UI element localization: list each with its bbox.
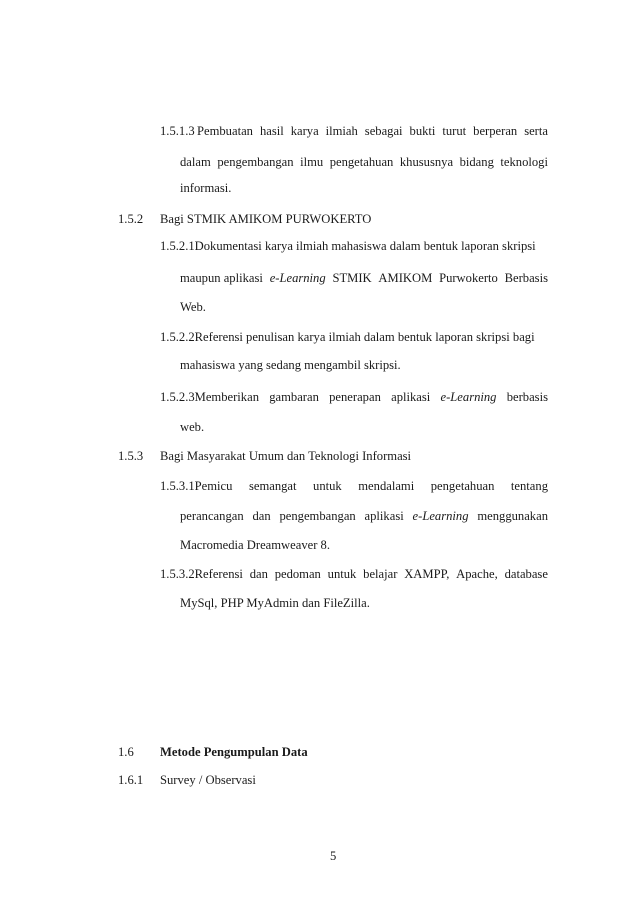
item-1-5-2-3-line1: 1.5.2.3 Memberikan gambaran penerapan aplikasi e-Learning berbasis [160,390,548,404]
item-number: 1.5.2.2 [160,330,195,344]
section-1-6-number: 1.6 [118,745,134,759]
item-number: 1.5.1.3 [160,124,195,138]
item-1-5-3-1-line3: Macromedia Dreamweaver 8. [180,538,330,552]
item-1-5-2-2-line2: mahasiswa yang sedang mengambil skripsi. [180,358,401,372]
item-number: 1.5.2.1 [160,239,195,253]
item-1-5-2-1-line3: Web. [180,300,206,314]
item-number: 1.5.2.3 Memberikan [160,390,259,404]
item-1-5-3-2-line1: 1.5.3.2 Referensi dan pedoman untuk belajar XAMPP, Apache, database [160,567,548,581]
item-1-5-1-3-line1: 1.5.1.3 Pembuatan hasil karya ilmiah sebagai bukti turut berperan serta [160,124,548,138]
item-1-5-2-3-line2: web. [180,420,205,434]
item-number: 1.5.3.1 [160,479,195,493]
item-1-5-1-3-line2: dalam pengembangan ilmu pengetahuan khususnya bidang teknologi [180,155,548,169]
item-1-5-2-1-line1: 1.5.2.1Dokumentasi karya ilmiah mahasiswa dalam bentuk laporan skripsi [160,239,536,253]
section-1-5-3-number: 1.5.3 [118,449,144,463]
page-number: 5 [330,849,337,863]
item-1-5-3-1-line1: 1.5.3.1 Pemicu semangat untuk mendalami pengetahuan tentang [160,479,548,493]
item-1-5-2-1-line2: maupun aplikasi e-Learning STMIK AMIKOM Purwokerto Berbasis [180,271,548,285]
section-1-5-3-title: Bagi Masyarakat Umum dan Teknologi Informasi [160,449,412,463]
section-1-5-2-number: 1.5.2 [118,212,144,226]
section-1-6-1-number: 1.6.1 [118,773,144,787]
section-1-5-2-title: Bagi STMIK AMIKOM PURWOKERTO [160,212,372,226]
section-1-6-1-title: Survey / Observasi [160,773,256,787]
item-1-5-3-2-line2: MySql, PHP MyAdmin dan FileZilla. [180,596,370,610]
item-1-5-3-1-line2: perancangan dan pengembangan aplikasi e-Learning menggunakan [180,509,548,523]
item-1-5-2-2-line1: 1.5.2.2Referensi penulisan karya ilmiah dalam bentuk laporan skripsi bagi [160,330,535,344]
item-1-5-1-3-line3: informasi. [180,181,232,195]
section-1-6-title: Metode Pengumpulan Data [160,745,308,759]
item-number: 1.5.3.2 [160,567,195,581]
